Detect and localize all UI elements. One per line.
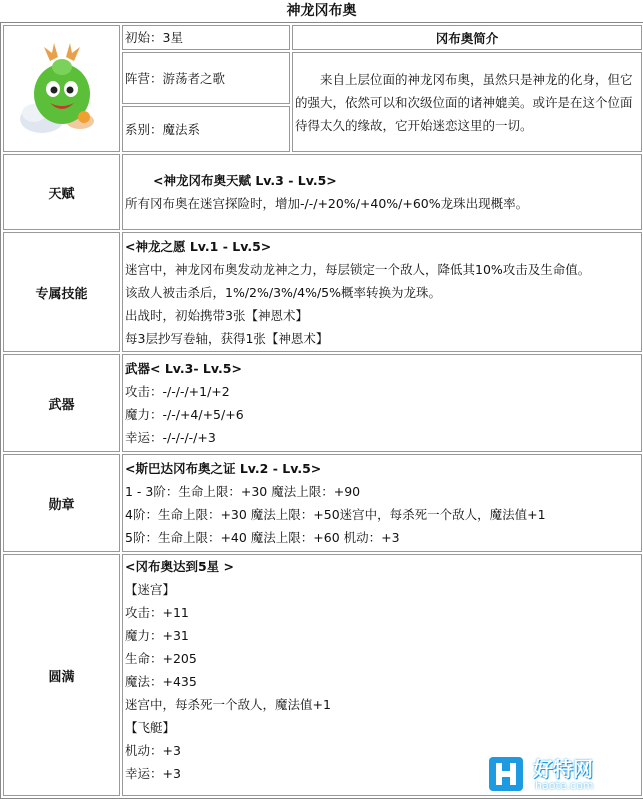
skill-heading: <神龙之愿 Lv.1 - Lv.5> [125, 238, 272, 254]
medal-label: 勋章 [3, 454, 120, 552]
perfect-line: 攻击：+11 [125, 605, 189, 620]
weapon-content [122, 354, 642, 452]
initial-star: 初始：3星 [125, 30, 183, 45]
medal-content [122, 454, 642, 552]
character-table [0, 22, 643, 799]
skill-line: 出战时，初始携带3张【神恩术】 [125, 307, 308, 323]
skill-line: 迷宫中，神龙冈布奥发动龙神之力，每层锁定一个敌人，降低其10%攻击及生命值。 [125, 261, 591, 277]
dragon-avatar-icon [12, 39, 112, 139]
medal-line: 1 - 3阶：生命上限：+30 魔法上限：+90 [125, 484, 361, 499]
page-title: 神龙冈布奥 [286, 3, 357, 19]
class-cell [122, 106, 290, 152]
talent-label: 天赋 [3, 154, 120, 230]
weapon-line: 攻击：-/-/-/+1/+2 [125, 384, 230, 399]
perfect-line: 机动：+3 [125, 743, 181, 758]
haote-watermark [489, 755, 639, 795]
intro-text: 来自上层位面的神龙冈布奥，虽然只是神龙的化身，但它的强大，依然可以和次级位面的诸神媲美。或许是在这个位面待得太久的缘故，它开始迷恋这里的一切。 [292, 52, 642, 152]
camp: 阵营：游荡者之歌 [125, 70, 226, 86]
talent-desc: 所有冈布奥在迷宫探险时，增加-/-/+20%/+40%/+60%龙珠出现概率。 [125, 196, 529, 211]
perfect-heading: <冈布奥达到5星 > [125, 559, 234, 574]
camp-cell [122, 52, 290, 104]
weapon-line: 幸运：-/-/-/-/+3 [125, 430, 216, 445]
skill-content [122, 232, 642, 352]
perfect-line: 【飞艇】 [125, 720, 176, 735]
perfect-line: 魔力：+31 [125, 628, 189, 643]
watermark-url: haote.com [535, 779, 594, 792]
weapon-label: 武器 [3, 354, 120, 452]
intro-heading: 冈布奥简介 [292, 25, 642, 50]
medal-heading: <斯巴达冈布奥之证 Lv.2 - Lv.5> [125, 461, 322, 476]
perfect-label: 圆满 [3, 554, 120, 796]
perfect-line: 生命：+205 [125, 651, 197, 666]
perfect-line: 魔法：+435 [125, 674, 197, 689]
talent-content [122, 154, 642, 230]
star-cell [122, 25, 290, 50]
skill-line: 该敌人被击杀后，1%/2%/3%/4%/5%概率转换为龙珠。 [125, 284, 441, 300]
perfect-line: 【迷宫】 [125, 582, 176, 597]
weapon-heading: 武器< Lv.3- Lv.5> [125, 361, 242, 376]
watermark-name: 好特网 [533, 757, 593, 781]
perfect-line: 幸运：+3 [125, 766, 181, 781]
avatar-cell [3, 25, 120, 152]
medal-line: 4阶：生命上限：+30 魔法上限：+50迷宫中，每杀死一个敌人，魔法值+1 [125, 507, 546, 522]
class: 系别：魔法系 [125, 121, 201, 137]
skill-line: 每3层抄写卷轴，获得1张【神恩术】 [125, 330, 329, 346]
skill-label: 专属技能 [3, 232, 120, 352]
medal-line: 5阶：生命上限：+40 魔法上限：+60 机动：+3 [125, 530, 400, 545]
perfect-line: 迷宫中，每杀死一个敌人，魔法值+1 [125, 697, 331, 712]
talent-heading: <神龙冈布奥天赋 Lv.3 - Lv.5> [153, 173, 337, 188]
weapon-line: 魔力：-/-/+4/+5/+6 [125, 407, 244, 422]
